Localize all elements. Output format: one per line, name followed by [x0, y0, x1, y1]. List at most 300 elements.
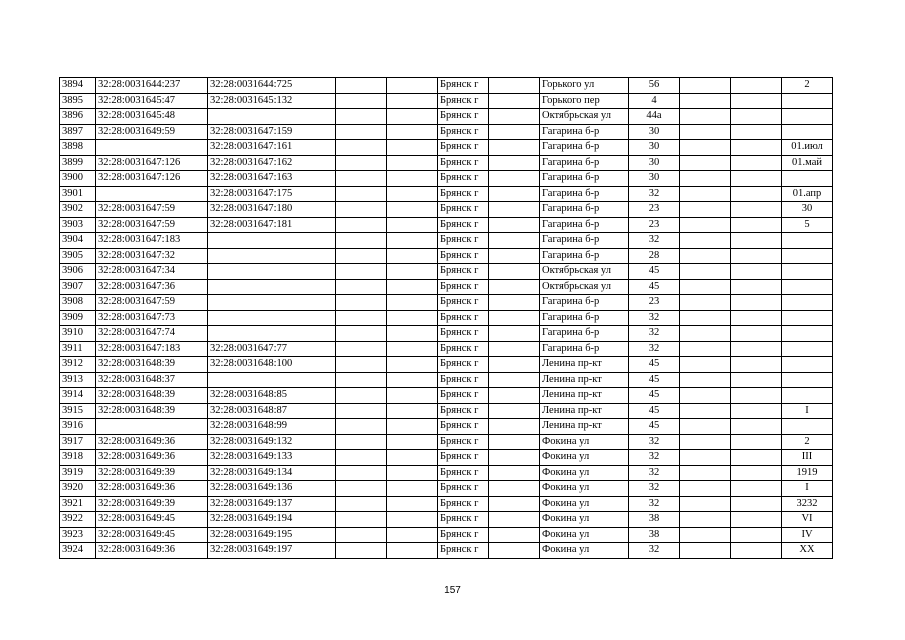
- cell-house-number: 32: [629, 233, 680, 249]
- cell-blank-col-10: [680, 310, 731, 326]
- cell-blank-col-11: [731, 496, 782, 512]
- cell-street: Ленина пр-кт: [540, 419, 629, 435]
- cell-blank-col-5: [387, 109, 438, 125]
- cell-blank-col-5: [387, 372, 438, 388]
- cell-blank-col-11: [731, 403, 782, 419]
- cell-house-number: 45: [629, 372, 680, 388]
- cell-row-number: 3898: [60, 140, 96, 156]
- cell-blank-col-11: [731, 512, 782, 528]
- cell-cadastral-number: 32:28:0031649:45: [96, 527, 208, 543]
- cell-row-number: 3897: [60, 124, 96, 140]
- cell-blank-col-4: [336, 357, 387, 373]
- cell-blank-col-10: [680, 78, 731, 94]
- cell-blank-col-4: [336, 310, 387, 326]
- cell-cadastral-number: [96, 186, 208, 202]
- table-row: [60, 140, 833, 156]
- cell-blank-col-10: [680, 124, 731, 140]
- cell-blank-col-4: [336, 403, 387, 419]
- cell-cadastral-number: 32:28:0031647:59: [96, 295, 208, 311]
- cell-blank-col-7: [489, 124, 540, 140]
- cell-apartment: [782, 310, 833, 326]
- page-number: 157: [444, 585, 461, 596]
- cell-cadastral-number: 32:28:0031649:36: [96, 481, 208, 497]
- cell-street: Горького пер: [540, 93, 629, 109]
- cell-blank-col-4: [336, 512, 387, 528]
- cell-blank-col-5: [387, 388, 438, 404]
- cell-blank-col-5: [387, 264, 438, 280]
- cell-apartment: [782, 372, 833, 388]
- table-row: [60, 357, 833, 373]
- cell-apartment: III: [782, 450, 833, 466]
- cell-apartment: 2: [782, 434, 833, 450]
- cell-blank-col-7: [489, 248, 540, 264]
- cell-blank-col-5: [387, 512, 438, 528]
- cell-blank-col-5: [387, 124, 438, 140]
- cell-house-number: 32: [629, 481, 680, 497]
- cell-blank-col-10: [680, 512, 731, 528]
- cell-city: Брянск г: [438, 310, 489, 326]
- cell-blank-col-4: [336, 124, 387, 140]
- cell-blank-col-10: [680, 357, 731, 373]
- table-body: [60, 78, 833, 559]
- cell-blank-col-5: [387, 481, 438, 497]
- cell-blank-col-7: [489, 171, 540, 187]
- cell-blank-col-11: [731, 310, 782, 326]
- cell-apartment: [782, 388, 833, 404]
- cell-blank-col-7: [489, 543, 540, 559]
- cell-blank-col-5: [387, 186, 438, 202]
- cell-blank-col-11: [731, 543, 782, 559]
- cell-street: Фокина ул: [540, 512, 629, 528]
- cell-blank-col-10: [680, 403, 731, 419]
- cell-house-number: 30: [629, 155, 680, 171]
- cell-parent-cadastral-number: 32:28:0031647:163: [208, 171, 336, 187]
- cell-blank-col-11: [731, 171, 782, 187]
- cell-house-number: 4: [629, 93, 680, 109]
- cell-blank-col-7: [489, 202, 540, 218]
- cell-blank-col-7: [489, 155, 540, 171]
- table-row: [60, 279, 833, 295]
- cell-row-number: 3924: [60, 543, 96, 559]
- cell-row-number: 3900: [60, 171, 96, 187]
- cell-blank-col-11: [731, 279, 782, 295]
- cell-row-number: 3904: [60, 233, 96, 249]
- cell-cadastral-number: 32:28:0031647:126: [96, 171, 208, 187]
- cell-street: Октябрьская ул: [540, 109, 629, 125]
- cell-parent-cadastral-number: 32:28:0031647:175: [208, 186, 336, 202]
- cell-city: Брянск г: [438, 93, 489, 109]
- cell-street: Гагарина б-р: [540, 295, 629, 311]
- cell-blank-col-4: [336, 388, 387, 404]
- cell-blank-col-5: [387, 202, 438, 218]
- table-row: [60, 124, 833, 140]
- cell-parent-cadastral-number: [208, 279, 336, 295]
- cell-street: Гагарина б-р: [540, 217, 629, 233]
- cell-blank-col-11: [731, 527, 782, 543]
- cell-blank-col-11: [731, 388, 782, 404]
- cell-city: Брянск г: [438, 388, 489, 404]
- cell-apartment: [782, 264, 833, 280]
- cell-house-number: 45: [629, 388, 680, 404]
- cell-blank-col-7: [489, 527, 540, 543]
- cell-row-number: 3913: [60, 372, 96, 388]
- cell-row-number: 3894: [60, 78, 96, 94]
- table-row: [60, 171, 833, 187]
- cell-blank-col-11: [731, 155, 782, 171]
- table-row: [60, 217, 833, 233]
- cell-street: Горького ул: [540, 78, 629, 94]
- table-row: [60, 310, 833, 326]
- cell-blank-col-7: [489, 341, 540, 357]
- cell-blank-col-11: [731, 124, 782, 140]
- cell-house-number: 44а: [629, 109, 680, 125]
- cell-blank-col-11: [731, 109, 782, 125]
- cell-blank-col-7: [489, 78, 540, 94]
- cell-parent-cadastral-number: 32:28:0031647:161: [208, 140, 336, 156]
- cell-blank-col-5: [387, 279, 438, 295]
- cell-blank-col-10: [680, 171, 731, 187]
- cell-blank-col-11: [731, 217, 782, 233]
- cell-blank-col-11: [731, 140, 782, 156]
- cell-apartment: VI: [782, 512, 833, 528]
- cell-house-number: 32: [629, 434, 680, 450]
- cell-cadastral-number: 32:28:0031647:126: [96, 155, 208, 171]
- cell-blank-col-10: [680, 450, 731, 466]
- table-row: [60, 419, 833, 435]
- cell-blank-col-11: [731, 326, 782, 342]
- cell-row-number: 3912: [60, 357, 96, 373]
- cell-blank-col-10: [680, 140, 731, 156]
- cell-cadastral-number: 32:28:0031648:39: [96, 403, 208, 419]
- cell-apartment: 2: [782, 78, 833, 94]
- cell-street: Гагарина б-р: [540, 186, 629, 202]
- cell-city: Брянск г: [438, 527, 489, 543]
- cell-parent-cadastral-number: 32:28:0031645:132: [208, 93, 336, 109]
- cell-blank-col-11: [731, 186, 782, 202]
- cell-blank-col-10: [680, 295, 731, 311]
- table-row: [60, 78, 833, 94]
- table-row: [60, 186, 833, 202]
- cell-blank-col-10: [680, 372, 731, 388]
- cell-blank-col-7: [489, 140, 540, 156]
- cell-street: Гагарина б-р: [540, 326, 629, 342]
- cell-house-number: 23: [629, 295, 680, 311]
- cell-house-number: 45: [629, 264, 680, 280]
- cell-blank-col-10: [680, 465, 731, 481]
- cell-blank-col-4: [336, 233, 387, 249]
- cell-blank-col-10: [680, 248, 731, 264]
- cell-cadastral-number: 32:28:0031647:32: [96, 248, 208, 264]
- cell-parent-cadastral-number: 32:28:0031649:132: [208, 434, 336, 450]
- cell-row-number: 3921: [60, 496, 96, 512]
- cell-blank-col-4: [336, 372, 387, 388]
- cell-row-number: 3920: [60, 481, 96, 497]
- cell-blank-col-10: [680, 326, 731, 342]
- cell-house-number: 32: [629, 310, 680, 326]
- cell-blank-col-5: [387, 155, 438, 171]
- cell-blank-col-5: [387, 93, 438, 109]
- cell-blank-col-10: [680, 434, 731, 450]
- cell-house-number: 32: [629, 465, 680, 481]
- cell-blank-col-10: [680, 279, 731, 295]
- cell-blank-col-5: [387, 310, 438, 326]
- cell-blank-col-5: [387, 419, 438, 435]
- cell-apartment: 1919: [782, 465, 833, 481]
- cell-parent-cadastral-number: 32:28:0031647:77: [208, 341, 336, 357]
- cell-blank-col-7: [489, 481, 540, 497]
- cell-parent-cadastral-number: 32:28:0031649:194: [208, 512, 336, 528]
- cell-street: Гагарина б-р: [540, 341, 629, 357]
- cell-street: Фокина ул: [540, 450, 629, 466]
- cell-apartment: 30: [782, 202, 833, 218]
- cell-cadastral-number: 32:28:0031648:37: [96, 372, 208, 388]
- cell-blank-col-10: [680, 264, 731, 280]
- cell-row-number: 3918: [60, 450, 96, 466]
- cell-row-number: 3899: [60, 155, 96, 171]
- cell-parent-cadastral-number: 32:28:0031647:181: [208, 217, 336, 233]
- cell-parent-cadastral-number: 32:28:0031648:99: [208, 419, 336, 435]
- cell-cadastral-number: 32:28:0031649:59: [96, 124, 208, 140]
- cell-city: Брянск г: [438, 279, 489, 295]
- cell-street: Ленина пр-кт: [540, 357, 629, 373]
- cell-row-number: 3908: [60, 295, 96, 311]
- cell-blank-col-7: [489, 496, 540, 512]
- cell-cadastral-number: 32:28:0031647:34: [96, 264, 208, 280]
- cell-row-number: 3910: [60, 326, 96, 342]
- cell-blank-col-10: [680, 202, 731, 218]
- cell-blank-col-5: [387, 403, 438, 419]
- cell-city: Брянск г: [438, 248, 489, 264]
- cell-parent-cadastral-number: [208, 310, 336, 326]
- cell-parent-cadastral-number: [208, 295, 336, 311]
- cell-parent-cadastral-number: [208, 264, 336, 280]
- cell-city: Брянск г: [438, 78, 489, 94]
- cell-blank-col-7: [489, 310, 540, 326]
- cell-apartment: 01.июл: [782, 140, 833, 156]
- cell-blank-col-4: [336, 341, 387, 357]
- cell-parent-cadastral-number: [208, 248, 336, 264]
- cell-row-number: 3906: [60, 264, 96, 280]
- cell-blank-col-11: [731, 450, 782, 466]
- cell-blank-col-4: [336, 264, 387, 280]
- cell-street: Ленина пр-кт: [540, 388, 629, 404]
- table-row: [60, 202, 833, 218]
- cell-row-number: 3916: [60, 419, 96, 435]
- cell-parent-cadastral-number: 32:28:0031649:134: [208, 465, 336, 481]
- cell-blank-col-11: [731, 295, 782, 311]
- cell-row-number: 3917: [60, 434, 96, 450]
- cell-cadastral-number: 32:28:0031647:59: [96, 217, 208, 233]
- cell-blank-col-7: [489, 372, 540, 388]
- cell-blank-col-5: [387, 217, 438, 233]
- cell-parent-cadastral-number: [208, 233, 336, 249]
- table-row: [60, 93, 833, 109]
- cell-parent-cadastral-number: 32:28:0031648:87: [208, 403, 336, 419]
- cell-blank-col-4: [336, 496, 387, 512]
- cell-blank-col-7: [489, 93, 540, 109]
- cell-apartment: XX: [782, 543, 833, 559]
- cell-blank-col-4: [336, 93, 387, 109]
- cell-blank-col-11: [731, 341, 782, 357]
- cell-blank-col-4: [336, 155, 387, 171]
- cell-apartment: [782, 109, 833, 125]
- cell-cadastral-number: 32:28:0031647:36: [96, 279, 208, 295]
- cell-street: Фокина ул: [540, 543, 629, 559]
- cell-cadastral-number: 32:28:0031649:45: [96, 512, 208, 528]
- cell-cadastral-number: 32:28:0031647:183: [96, 233, 208, 249]
- cell-street: Фокина ул: [540, 496, 629, 512]
- cell-row-number: 3901: [60, 186, 96, 202]
- cell-blank-col-10: [680, 217, 731, 233]
- cell-city: Брянск г: [438, 450, 489, 466]
- cell-blank-col-7: [489, 264, 540, 280]
- cell-blank-col-4: [336, 465, 387, 481]
- cell-row-number: 3922: [60, 512, 96, 528]
- cell-blank-col-7: [489, 450, 540, 466]
- table-row: [60, 109, 833, 125]
- cell-apartment: [782, 341, 833, 357]
- table-row: [60, 155, 833, 171]
- cell-cadastral-number: 32:28:0031649:36: [96, 434, 208, 450]
- cell-street: Гагарина б-р: [540, 233, 629, 249]
- cell-row-number: 3895: [60, 93, 96, 109]
- cell-row-number: 3896: [60, 109, 96, 125]
- cell-cadastral-number: [96, 419, 208, 435]
- cell-blank-col-4: [336, 186, 387, 202]
- cell-house-number: 32: [629, 450, 680, 466]
- cell-city: Брянск г: [438, 186, 489, 202]
- cell-city: Брянск г: [438, 372, 489, 388]
- cell-blank-col-7: [489, 419, 540, 435]
- cell-apartment: [782, 326, 833, 342]
- cell-street: Гагарина б-р: [540, 248, 629, 264]
- cell-cadastral-number: 32:28:0031649:36: [96, 543, 208, 559]
- cell-blank-col-10: [680, 527, 731, 543]
- cell-cadastral-number: 32:28:0031647:74: [96, 326, 208, 342]
- cell-city: Брянск г: [438, 140, 489, 156]
- cell-apartment: 3232: [782, 496, 833, 512]
- cell-row-number: 3923: [60, 527, 96, 543]
- cell-blank-col-4: [336, 527, 387, 543]
- cell-blank-col-5: [387, 140, 438, 156]
- cell-city: Брянск г: [438, 124, 489, 140]
- cell-house-number: 38: [629, 527, 680, 543]
- cell-parent-cadastral-number: 32:28:0031644:725: [208, 78, 336, 94]
- cell-blank-col-11: [731, 357, 782, 373]
- cell-street: Гагарина б-р: [540, 202, 629, 218]
- cell-row-number: 3902: [60, 202, 96, 218]
- cell-parent-cadastral-number: 32:28:0031647:159: [208, 124, 336, 140]
- cell-cadastral-number: 32:28:0031645:48: [96, 109, 208, 125]
- table-row: [60, 264, 833, 280]
- table-row: [60, 326, 833, 342]
- cell-blank-col-7: [489, 279, 540, 295]
- cell-city: Брянск г: [438, 202, 489, 218]
- cell-blank-col-7: [489, 512, 540, 528]
- cell-blank-col-5: [387, 78, 438, 94]
- cell-row-number: 3907: [60, 279, 96, 295]
- cell-blank-col-4: [336, 217, 387, 233]
- cell-row-number: 3911: [60, 341, 96, 357]
- cell-apartment: [782, 124, 833, 140]
- cell-city: Брянск г: [438, 481, 489, 497]
- cell-blank-col-5: [387, 171, 438, 187]
- cell-blank-col-11: [731, 264, 782, 280]
- cell-row-number: 3914: [60, 388, 96, 404]
- cell-blank-col-5: [387, 233, 438, 249]
- cell-blank-col-11: [731, 248, 782, 264]
- cell-apartment: [782, 248, 833, 264]
- cell-cadastral-number: 32:28:0031649:36: [96, 450, 208, 466]
- cell-blank-col-10: [680, 93, 731, 109]
- cell-blank-col-7: [489, 403, 540, 419]
- cell-blank-col-10: [680, 155, 731, 171]
- cell-apartment: IV: [782, 527, 833, 543]
- cell-house-number: 45: [629, 419, 680, 435]
- table-row: [60, 295, 833, 311]
- cell-city: Брянск г: [438, 295, 489, 311]
- cell-blank-col-10: [680, 341, 731, 357]
- cell-apartment: [782, 357, 833, 373]
- cell-street: Гагарина б-р: [540, 155, 629, 171]
- cell-city: Брянск г: [438, 171, 489, 187]
- cell-apartment: [782, 419, 833, 435]
- cell-blank-col-11: [731, 434, 782, 450]
- cell-blank-col-7: [489, 217, 540, 233]
- cell-street: Фокина ул: [540, 527, 629, 543]
- cell-street: Гагарина б-р: [540, 171, 629, 187]
- cell-street: Ленина пр-кт: [540, 372, 629, 388]
- cell-cadastral-number: 32:28:0031647:183: [96, 341, 208, 357]
- table-row: [60, 248, 833, 264]
- cell-apartment: [782, 295, 833, 311]
- cell-blank-col-11: [731, 202, 782, 218]
- cell-house-number: 23: [629, 217, 680, 233]
- cell-city: Брянск г: [438, 434, 489, 450]
- cell-street: Фокина ул: [540, 434, 629, 450]
- cell-cadastral-number: [96, 140, 208, 156]
- cell-blank-col-4: [336, 109, 387, 125]
- cell-apartment: I: [782, 481, 833, 497]
- cell-blank-col-10: [680, 109, 731, 125]
- cell-blank-col-7: [489, 233, 540, 249]
- table-row: [60, 233, 833, 249]
- cell-parent-cadastral-number: [208, 109, 336, 125]
- cell-house-number: 45: [629, 357, 680, 373]
- cell-blank-col-7: [489, 465, 540, 481]
- cell-parent-cadastral-number: 32:28:0031649:133: [208, 450, 336, 466]
- cell-blank-col-5: [387, 527, 438, 543]
- table-row: [60, 527, 833, 543]
- cell-city: Брянск г: [438, 155, 489, 171]
- cell-apartment: [782, 171, 833, 187]
- table-row: [60, 543, 833, 559]
- cell-city: Брянск г: [438, 326, 489, 342]
- cell-apartment: [782, 93, 833, 109]
- cell-apartment: 01.май: [782, 155, 833, 171]
- cell-blank-col-10: [680, 233, 731, 249]
- cell-blank-col-11: [731, 93, 782, 109]
- cell-blank-col-4: [336, 481, 387, 497]
- cell-city: Брянск г: [438, 217, 489, 233]
- cell-blank-col-10: [680, 481, 731, 497]
- cell-blank-col-7: [489, 388, 540, 404]
- table-row: [60, 465, 833, 481]
- cell-blank-col-4: [336, 450, 387, 466]
- cell-row-number: 3903: [60, 217, 96, 233]
- cell-blank-col-7: [489, 326, 540, 342]
- cell-street: Октябрьская ул: [540, 264, 629, 280]
